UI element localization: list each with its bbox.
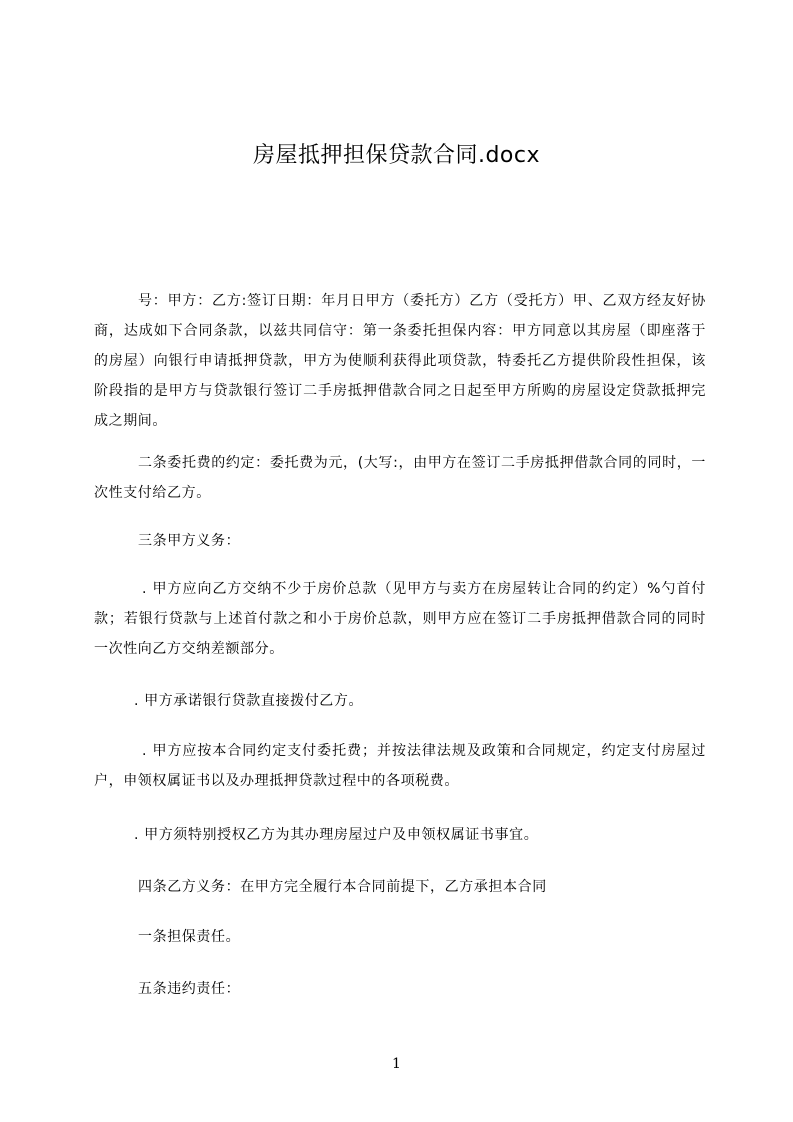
- paragraph-article-4: 四条乙方义务：在甲方完全履行本合同前提下，乙方承担本合同: [138, 879, 547, 895]
- document-title: 房屋抵押担保贷款合同.docx: [252, 143, 541, 168]
- paragraph-article-5: 五条违约责任：: [138, 981, 241, 997]
- paragraph-article-2: 二条委托费的约定：委托费为元，(大写:，由甲方在签订二手房抵押借款合同的同时，一次性支付给乙方。: [94, 455, 706, 501]
- paragraph-opening: 号：甲方：乙方:签订日期：年月日甲方（委托方）乙方（受托方）甲、乙双方经友好协商，达成如下合同条款，以兹共同信守：第一条委托担保内容：甲方同意以其房屋（即座落于的房屋）向银行申请抵押贷款，甲方为使顺利获得此项贷款，特委托乙方提供阶段性担保，该阶段指的是甲方与贷款银行签订二手房抵押借款合同之日起至甲方所购的房屋设定贷款抵押完成之期间。: [94, 293, 706, 429]
- paragraph-article-3-item-1: . 甲方应向乙方交纳不少于房价总款（见甲方与卖方在房屋转让合同的约定）%勺首付款；若银行贷款与上述首付款之和小于房价总款，则甲方应在签订二手房抵押借款合同的同时一次性向乙方交纳差额部分。: [94, 581, 706, 657]
- paragraph-article-4-cont: 一条担保责任。: [138, 929, 241, 945]
- page-number: 1: [392, 1056, 401, 1072]
- paragraph-article-3-item-3: . 甲方应按本合同约定支付委托费；并按法律法规及政策和合同规定，约定支付房屋过户，申领权属证书以及办理抵押贷款过程中的各项税费。: [94, 743, 706, 789]
- paragraph-article-3-item-2: . 甲方承诺银行贷款直接拨付乙方。: [134, 693, 364, 709]
- paragraph-article-3-heading: 三条甲方义务：: [138, 533, 241, 549]
- paragraph-article-3-item-4: . 甲方须特别授权乙方为其办理房屋过户及申领权属证书事宜。: [134, 827, 539, 843]
